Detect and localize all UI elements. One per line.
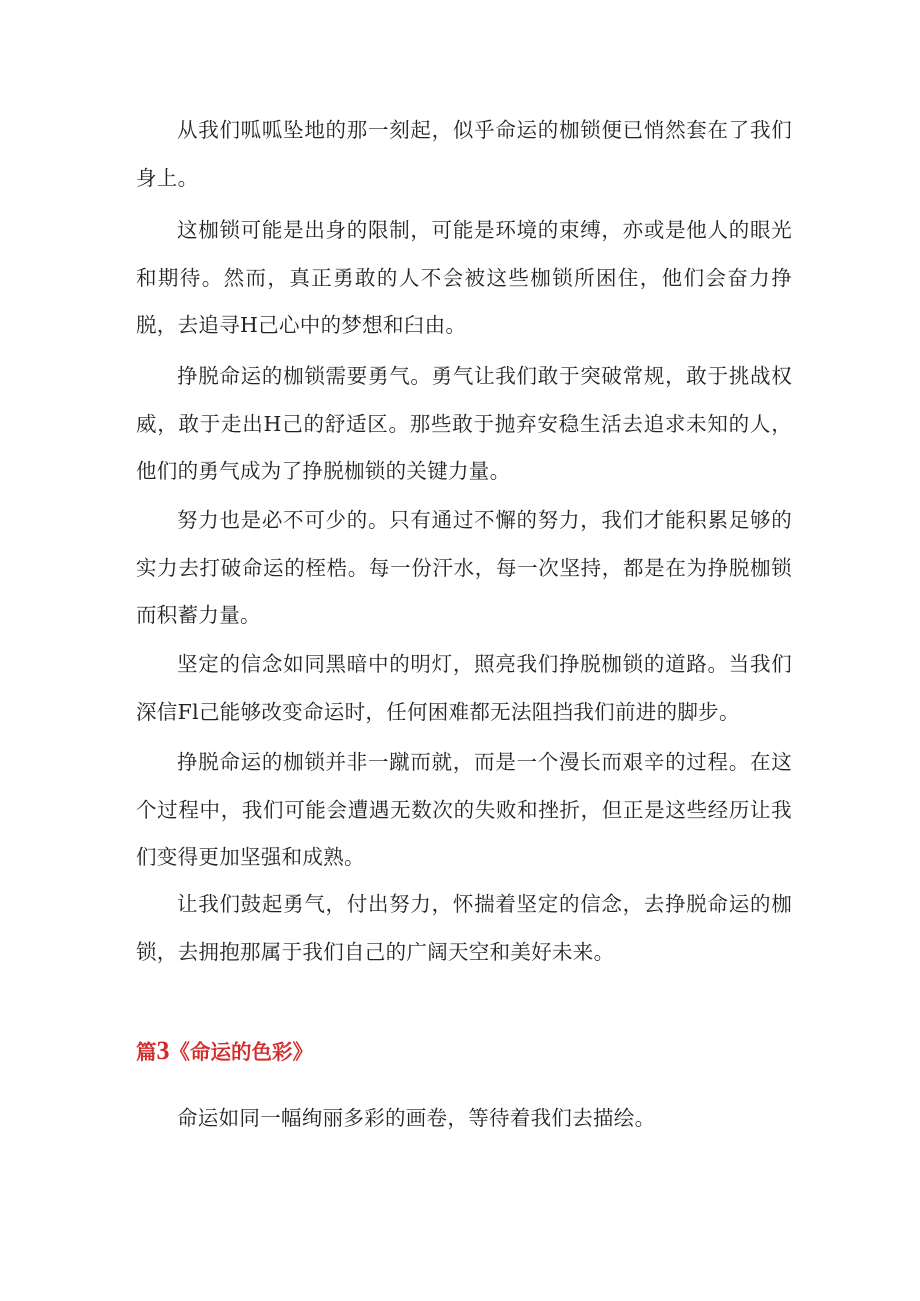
paragraph-4: 努力也是必不可少的。只有通过不懈的努力，我们才能积累足够的实力去打破命运的桎梏。每一份汗水，每一次坚持，都是在为挣脱枷锁而积蓄力量。 — [136, 508, 792, 627]
paragraph-6: 挣脱命运的枷锁并非一蹴而就，而是一个漫长而艰辛的过程。在这个过程中，我们可能会遭遇无数次的失败和挫折，但正是这些经历让我们变得更加坚强和成熟。 — [136, 750, 792, 869]
paragraph-1: 从我们呱呱坠地的那一刻起，似乎命运的枷锁便已悄然套在了我们身上。 — [136, 118, 792, 190]
paragraph-2: 这枷锁可能是出身的限制，可能是环境的束缚，亦或是他人的眼光和期待。然而，真正勇敢的人不会被这些枷锁所困住，他们会奋力挣脱，去追寻H己心中的梦想和臼由。 — [136, 218, 792, 337]
section-heading — [136, 1027, 313, 1077]
section-heading-title: 《命运的色彩》 — [169, 1040, 313, 1064]
section-heading-prefix: 篇 — [136, 1040, 157, 1064]
section-heading-number: 3 — [156, 1036, 170, 1065]
section-paragraph-1: 命运如同一幅绚丽多彩的画卷，等待着我们去描绘。 — [177, 1106, 656, 1130]
paragraph-3: 挣脱命运的枷锁需要勇气。勇气让我们敢于突破常规，敢于挑战权威，敢于走出H己的舒适区。那些敢于抛弃安稳生活去追求未知的人，他们的勇气成为了挣脱枷锁的关键力量。 — [136, 364, 792, 483]
paragraph-5: 坚定的信念如同黑暗中的明灯，照亮我们挣脱枷锁的道路。当我们深信Fl己能够改变命运时，任何困难都无法阻挡我们前进的脚步。 — [136, 652, 792, 724]
paragraph-7: 让我们鼓起勇气，付出努力，怀揣着坚定的信念，去挣脱命运的枷锁，去拥抱那属于我们自己的广阔天空和美好未来。 — [136, 892, 792, 964]
